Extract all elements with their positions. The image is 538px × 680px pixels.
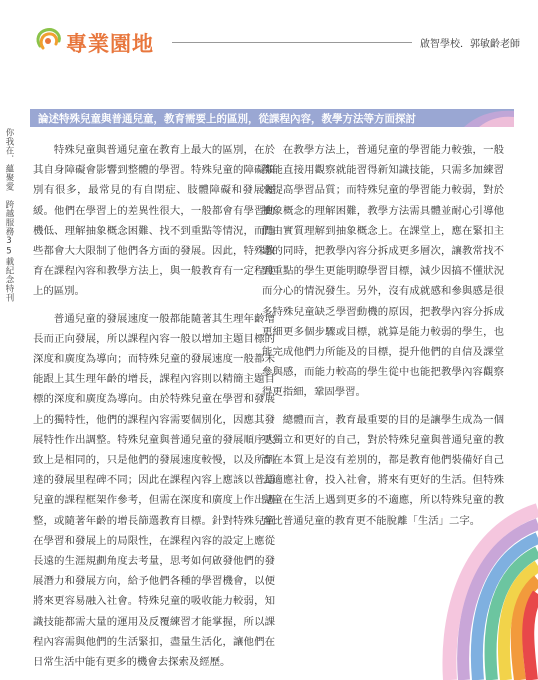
logo-mark-icon [34,26,64,52]
right-column [262,140,504,538]
right-paragraph-1: 在教學方法上，普通兒童的學習能力較強，一般都能直接用觀察就能習得新知識技能，只需多加練習來提高學習品質；而特殊兒童的學習能力較弱，對於抽象概念的理解困難，教學方法需具體並耐心引導他們由實質理解到抽象概念上。在課堂上，應在緊扣主題的同時，把教學內容分拆成更多層次，讓教常找不到重點的學生更能明瞭學習目標，減少因搞不懂狀況而分心的情況發生。另外，沒有成就感和參與感是很多特殊兒童缺乏學習動機的原因，把教學內容分拆成更細更多個步驟或目標，就算是能力較弱的學生，也能完成他們力所能及的目標，提升他們的自信及課堂參與感，而能力較高的學生從中也能把教學內容觀察得更指細，鞏固學習。 [262,144,504,399]
section-title: 專業園地 [66,32,154,56]
left-column [33,140,275,679]
article-title-banner [30,109,514,127]
header-divider [172,42,412,43]
vertical-publication-title: 你我在．蘊聚愛 跨越服務35載紀念特刊 [4,128,14,302]
right-paragraph-2: 總體而言，教育最重要的目的是讓學生成為一個更獨立和更好的自己，對於特殊兒童與普通兒童的教育在本質上是沒有差別的，都是教育他們裝備好自己去適應社會，投入社會，將來有更好的生活。但特殊兒童在生活上遇到更多的不適應，所以特殊兒童的教育比普通兒童的教育更不能脫離「生活」二字。 [262,413,504,527]
left-paragraph-1: 特殊兒童與普通兒童在教育上最大的區別，在於其自身障礙會影響到整體的學習。特殊兒童的障礙類別有很多，最常見的有自閉症、肢體障礙和發展遲緩。他們在學習上的差異性很大，一般都會有學習動機低、理解抽象概念困難、找不到重點等情況，而這些都會大大限制了他們各方面的發展。因此，特殊教育在課程內容和教學方法上，與一般教育有一定程度上的區別。 [33,144,275,298]
left-paragraph-2: 普通兒童的發展速度一般都能隨著其生理年齡增長而正向發展，所以課程內容一般以增加主題目標的深度和廣度為導向；而特殊兒童的發展速度一般都未能跟上其生理年齡的增長，課程內容則以精簡主題目標的深度和廣度為導向。由於特殊兒童在學習和發展上的獨特性，他們的課程內容需要個別化，因應其發展特性作出調整。特殊兒童與普通兒童的發展順序大致上是相同的，只是他們的發展速度較慢，以及所到達的發展里程碑不同；因此在課程內容上應該以普通兒童的課程框架作參考，但需在深度和廣度上作出調整，或隨著年齡的增長篩選教育目標。針對特殊兒童在學習和發展上的局限性，在課程內容的設定上應從長遠的生涯規劃角度去考量，思考如何啟發他們的發展潛力和發展方向，給予他們各種的學習機會，以便將來更容易融入社會。特殊兒童的吸收能力較弱，知識技能都需大量的運用及反覆練習才能掌握，所以課程內容需與他們的生活緊扣，盡量生活化，讓他們在日常生活中能有更多的機會去探索及經歷。 [33,312,275,669]
banner-decoration-icon [454,109,514,127]
article-title: 論述特殊兒童與普通兒童，教育需要上的區別，從課程內容，教學方法等方面探討 [38,113,416,125]
rainbow-ribbon-decoration [380,490,538,680]
page-header [0,0,538,60]
author-line: 啟智學校．郭敏齡老師 [420,39,520,50]
